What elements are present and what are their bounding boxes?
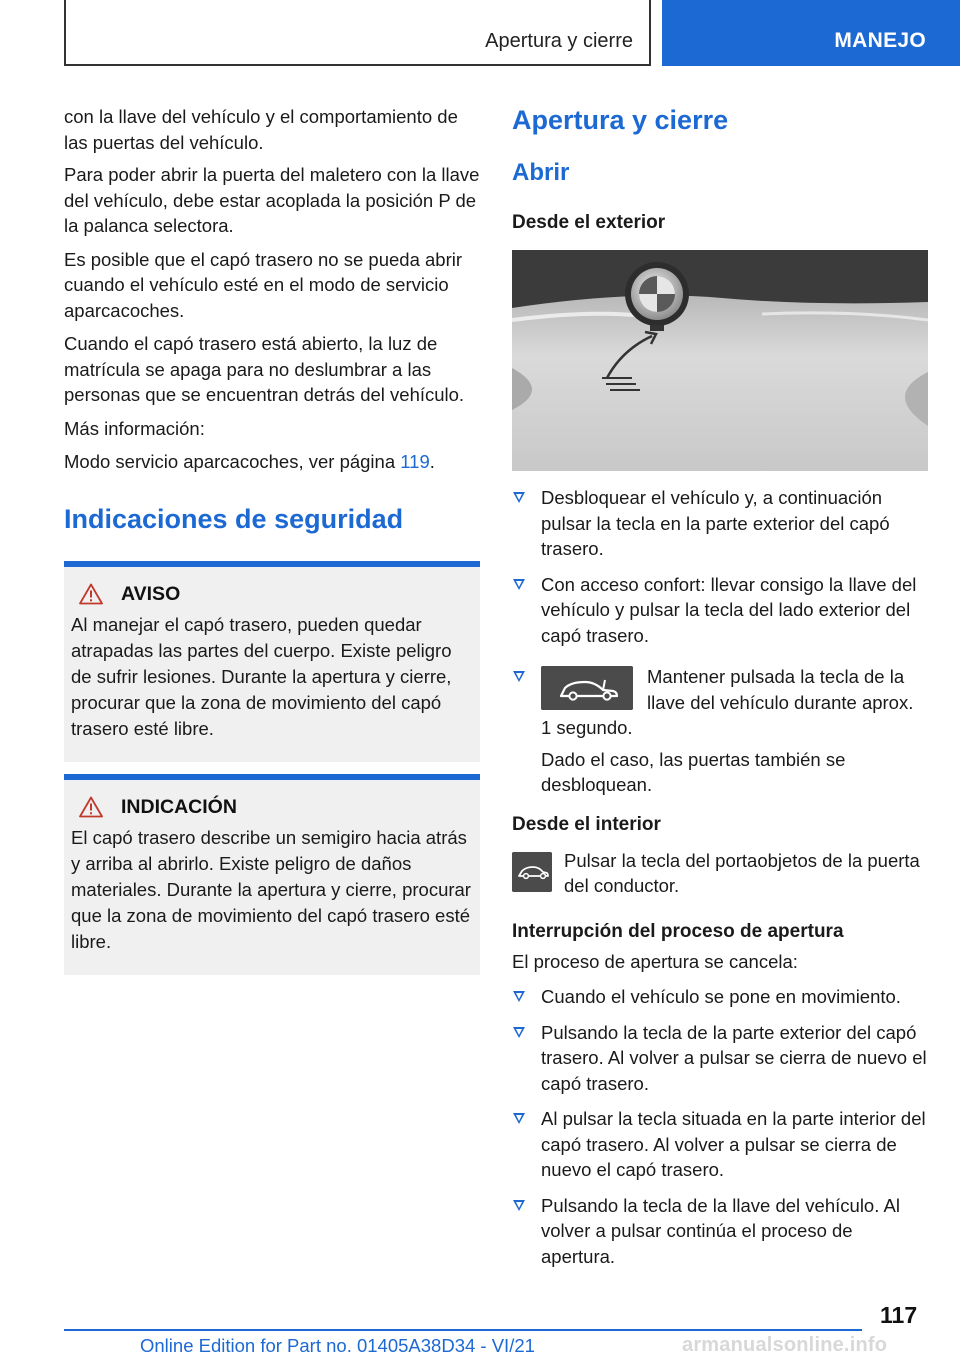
list-item bbox=[512, 1106, 928, 1183]
exterior-note: Dado el caso, las puertas también se desbloquean. bbox=[541, 748, 846, 795]
notice-box bbox=[64, 774, 480, 975]
warning-triangle-icon bbox=[79, 583, 103, 605]
list-item bbox=[512, 572, 928, 649]
footer-edition: Online Edition for Part no. 01405A38D34 - VI/21 bbox=[140, 1335, 535, 1356]
safety-heading: Indicaciones de seguridad bbox=[64, 503, 404, 534]
list-item bbox=[512, 664, 928, 741]
page-number: 117 bbox=[880, 1302, 918, 1328]
notice-title: INDICACIÓN bbox=[121, 795, 237, 818]
paragraph-reference bbox=[64, 449, 480, 475]
paragraph: Más información: bbox=[64, 417, 205, 439]
warning-title: AVISO bbox=[121, 582, 181, 605]
list-item bbox=[512, 1020, 928, 1097]
bullet-triangle-icon bbox=[513, 1200, 525, 1211]
notice-text: El capó trasero describe un semigiro hacia atrás y arriba al abrirlo. Existe peligro de daños materiales. Durante la apertura y cierre, procurar que la zona de movimiento del capó trasero esté libre. bbox=[71, 826, 471, 952]
notice-header bbox=[71, 796, 472, 819]
trunk-button-icon bbox=[512, 852, 552, 892]
bullet-triangle-icon bbox=[513, 991, 525, 1002]
header-section-tab bbox=[64, 0, 651, 66]
page-link[interactable]: 119 bbox=[400, 451, 430, 472]
bullet-triangle-icon bbox=[513, 492, 525, 503]
exterior-heading: Desde el exterior bbox=[512, 212, 666, 233]
warning-box bbox=[64, 561, 480, 762]
list-item-text: Cuando el vehículo se pone en movimiento. bbox=[541, 986, 901, 1007]
paragraph: con la llave del vehículo y el comportamiento de las puertas del vehículo. bbox=[64, 106, 458, 153]
header-chapter-label: MANEJO bbox=[834, 29, 926, 52]
bullet-triangle-icon bbox=[513, 579, 525, 590]
list-item bbox=[512, 485, 928, 562]
reference-text: Modo servicio aparcacoches, ver página bbox=[64, 451, 401, 472]
interrupt-heading: Interrupción del proceso de apertura bbox=[512, 920, 844, 942]
bullet-triangle-icon bbox=[513, 1027, 525, 1038]
main-heading: Apertura y cierre bbox=[512, 105, 729, 135]
sub-heading: Abrir bbox=[512, 159, 570, 186]
reference-end: . bbox=[429, 451, 435, 472]
list-item bbox=[512, 984, 928, 1010]
bullet-triangle-icon bbox=[513, 1113, 525, 1124]
paragraph: Para poder abrir la puerta del maletero con la llave del vehículo, debe estar acoplada la posición P de la palanca selectora. bbox=[64, 164, 480, 236]
paragraph: Es posible que el capó trasero no se pueda abrir cuando el vehículo esté en el modo de servicio aparcacoches. bbox=[64, 248, 463, 321]
header-chapter-badge bbox=[662, 0, 960, 66]
interior-heading: Desde el interior bbox=[512, 813, 661, 835]
paragraph: Cuando el capó trasero está abierto, la luz de matrícula se apaga para no deslumbrar a las personas que se encuentran detrás del vehículo. bbox=[64, 333, 465, 405]
interrupt-intro: El proceso de apertura se cancela: bbox=[512, 950, 798, 972]
list-item-text: Pulsando la tecla de la parte exterior del capó trasero. Al volver a pulsar se cierra de nuevo el capó trasero. bbox=[541, 1021, 927, 1094]
list-item-text: Desbloquear el vehículo y, a continuación pulsar la tecla en la parte exterior del capó trasero. bbox=[541, 487, 890, 559]
list-item-text: Mantener pulsada la tecla de la llave del vehículo durante aprox. 1 segundo. bbox=[541, 666, 914, 738]
list-item-text: Pulsando la tecla de la llave del vehículo. Al volver a pulsar continúa el proceso de apertura. bbox=[541, 1194, 900, 1267]
footer-divider bbox=[64, 1329, 862, 1331]
watermark: armanualsonline.info bbox=[682, 1334, 888, 1356]
list-item bbox=[512, 1193, 928, 1270]
list-item-text: Al pulsar la tecla situada en la parte interior del capó trasero. Al volver a pulsar se cierra de nuevo el capó trasero. bbox=[541, 1108, 926, 1180]
interior-instruction bbox=[512, 848, 928, 899]
left-column bbox=[64, 104, 480, 975]
list-item-text: Con acceso confort: llevar consigo la llave del vehículo y pulsar la tecla del lado exterior del capó trasero. bbox=[541, 573, 917, 646]
trunk-key-icon bbox=[541, 666, 633, 710]
header-section-title: Apertura y cierre bbox=[485, 30, 633, 52]
warning-triangle-icon bbox=[79, 796, 103, 818]
right-column bbox=[512, 104, 928, 1279]
tailgate-photo bbox=[512, 250, 928, 471]
interior-text: Pulsar la tecla del portaobjetos de la puerta del conductor. bbox=[564, 849, 920, 896]
warning-text: Al manejar el capó trasero, pueden quedar atrapadas las partes del cuerpo. Existe peligro de sufrir lesiones. Durante la apertura y cierre, procurar que la zona de movimiento del capó trasero esté libre. bbox=[71, 613, 452, 739]
warning-header bbox=[71, 583, 472, 606]
bullet-triangle-icon bbox=[513, 671, 525, 682]
